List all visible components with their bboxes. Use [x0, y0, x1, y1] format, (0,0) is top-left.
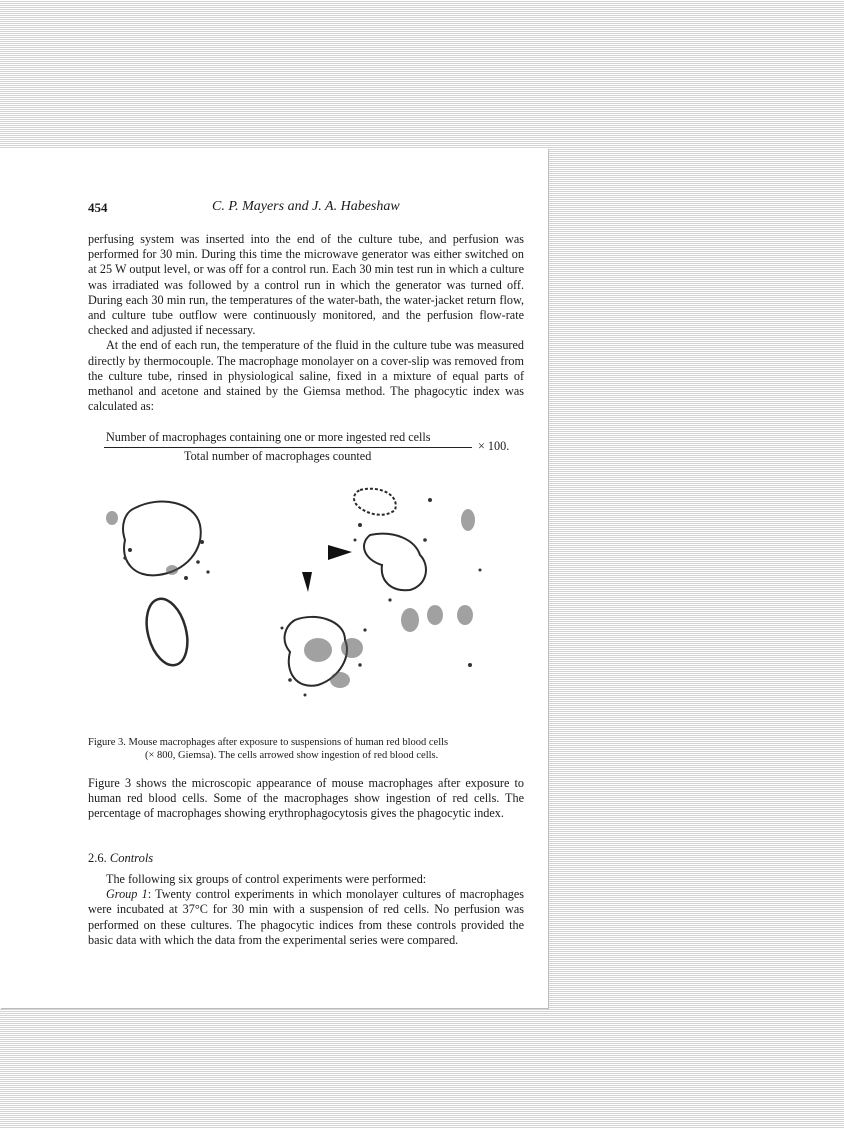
- paragraph-phagocytic-index: At the end of each run, the temperature of the fluid in the culture tube was measured directly by thermocouple. The macrophage monolayer on a cover-slip was removed from the culture tube, rinsed in physiological saline, fixed in a mixture of equal parts of methanol and acetone and stained by the Giemsa method. The phagocytic index was calculated as:: [88, 338, 524, 414]
- red-cell: [166, 565, 178, 575]
- micrograph-figure: [90, 480, 530, 720]
- paragraph-figure-description: Figure 3 shows the microscopic appearance of mouse macrophages after exposure to human red blood cells. Some of the macrophages show ingestion of red cells. The percentage of macrophages showing erythrophagocytosis gives the phagocytic index.: [88, 776, 524, 821]
- figure-caption: [88, 736, 528, 762]
- group-label: Group 1: [106, 887, 148, 902]
- red-cell: [427, 605, 443, 625]
- red-cell: [304, 638, 332, 662]
- group-text: : Twenty control experiments in which monolayer cultures of macrophages were incubated at 37°C for 30 min with a suspension of red cells. No perfusion was performed on these cultures. The phagocytic indices from these controls provided the basic data with which the data from the experimental series were compared.: [88, 887, 524, 947]
- paragraph-controls-intro: The following six groups of control experiments were performed:: [106, 872, 427, 886]
- macrophage-cell: [354, 489, 396, 515]
- fraction-bar: [104, 447, 472, 448]
- body-text-figure: [88, 776, 524, 822]
- paragraph-perfusion: perfusing system was inserted into the end of the culture tube, and perfusion was performed for 30 min. During this time the microwave generator was either switched on at 25 W output level, or was off for a control run. Each 30 min test run in which a culture was irradiated was followed by a control run in which the generator was turned off. During each 30 min run, the temperatures of the water-bath, the water-jacket return flow, and culture tube outflow were continuously monitored, and the perfusion flow-rate checked and adjusted if necessary.: [88, 232, 524, 338]
- phagocytic-index-formula: [100, 430, 530, 470]
- body-text-controls: [88, 872, 524, 948]
- macrophage-cell: [123, 502, 201, 576]
- formula-denominator: Total number of macrophages counted: [184, 449, 372, 463]
- red-cell: [330, 672, 350, 688]
- formula-multiplier: × 100.: [478, 439, 510, 453]
- caption-line-1: Figure 3. Mouse macrophages after exposure to suspensions of human red blood cells: [88, 737, 449, 748]
- caption-line-2: (× 800, Giemsa). The cells arrowed show ingestion of red blood cells.: [145, 750, 439, 761]
- macrophage-cell: [364, 534, 426, 591]
- section-number: 2.6.: [88, 851, 107, 865]
- red-cell: [461, 509, 475, 531]
- section-heading: [88, 851, 153, 866]
- arrow-indicator: [302, 572, 312, 592]
- formula-numerator: Number of macrophages containing one or more ingested red cells: [106, 430, 431, 444]
- red-cell: [341, 638, 363, 658]
- running-header: [88, 200, 528, 220]
- paragraph-group-1: [88, 887, 524, 948]
- page-number: 454: [88, 200, 108, 215]
- red-cell: [106, 511, 118, 525]
- section-title: Controls: [109, 851, 154, 865]
- running-head-authors: C. P. Mayers and J. A. Habeshaw: [212, 199, 400, 214]
- arrow-indicator: [328, 545, 352, 560]
- red-cell: [457, 605, 473, 625]
- body-text-top: [88, 232, 524, 414]
- macrophage-cell: [140, 594, 194, 670]
- red-cell: [401, 608, 419, 632]
